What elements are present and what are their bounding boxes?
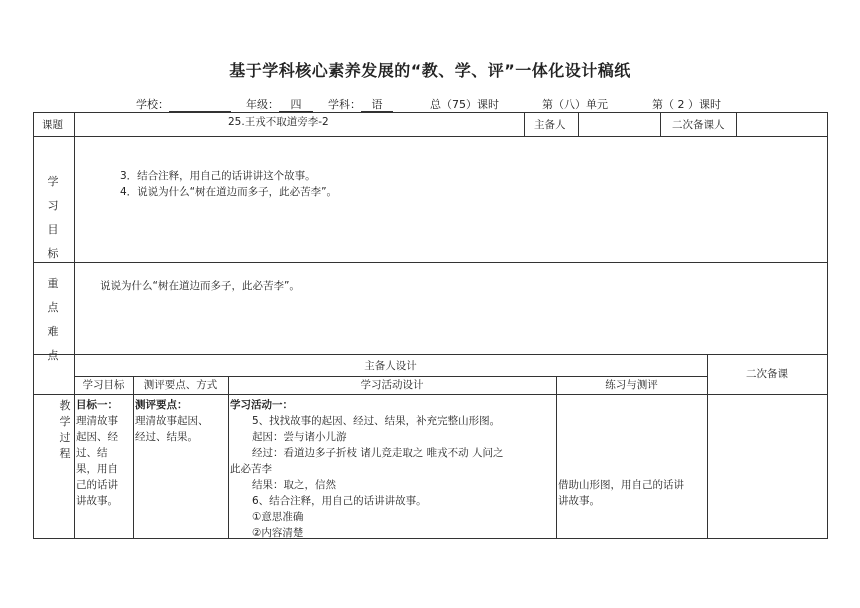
objectives-label: 学 习 目 标 bbox=[47, 175, 59, 260]
activity-line: ①意思准确 bbox=[252, 511, 304, 523]
process-label: 教 学 过 程 bbox=[59, 399, 71, 460]
unit-number: 第（八）单元 bbox=[542, 98, 608, 111]
grade-field bbox=[246, 96, 313, 112]
second-lesson-header: 二次备课 bbox=[746, 368, 788, 380]
goal-line: 果，用自 bbox=[76, 463, 118, 475]
eval-title: 测评要点： bbox=[135, 399, 188, 411]
goal-line: 过、结 bbox=[76, 447, 108, 459]
col-eval-header: 测评要点、方式 bbox=[143, 379, 218, 391]
topic-label: 课题 bbox=[42, 119, 63, 131]
col-practice-header: 练习与测评 bbox=[605, 379, 658, 391]
activity-line: ②内容清楚 bbox=[252, 527, 304, 539]
eval-line: 经过、结果。 bbox=[135, 431, 198, 443]
goal-line: 己的话讲 bbox=[76, 479, 118, 491]
subject-label: 学科： bbox=[328, 98, 361, 111]
practice-line: 讲故事。 bbox=[558, 495, 600, 507]
subject-field bbox=[328, 96, 393, 112]
school-blank bbox=[169, 99, 231, 112]
grade-label: 年级： bbox=[246, 98, 279, 111]
activity-line: 5、找找故事的起因、经过、结果，补充完整山形图。 bbox=[252, 415, 501, 427]
school-field bbox=[136, 96, 231, 112]
goal-line: 起因、经 bbox=[76, 431, 118, 443]
subject-value: 语 bbox=[361, 99, 393, 112]
practice-line: 借助山形图，用自己的话讲 bbox=[558, 479, 684, 491]
goal-title: 目标一： bbox=[76, 399, 118, 411]
second-preparer-label: 二次备课人 bbox=[672, 119, 725, 131]
total-lessons: 总（75）课时 bbox=[430, 98, 499, 111]
col-goal-header: 学习目标 bbox=[82, 379, 125, 391]
topic-value: 25.王戎不取道旁李-2 bbox=[228, 116, 329, 128]
design-header: 主备人设计 bbox=[364, 360, 417, 372]
eval-line: 理清故事起因、 bbox=[135, 415, 209, 427]
grade-value: 四 bbox=[279, 99, 313, 112]
school-label: 学校： bbox=[136, 98, 169, 111]
activity-line: 此必苦李 bbox=[230, 463, 272, 475]
objective-item: 3．结合注释，用自己的话讲讲这个故事。 bbox=[120, 170, 316, 182]
key-points-label: 重 点 难 点 bbox=[47, 277, 59, 362]
activity-title: 学习活动一： bbox=[230, 399, 293, 411]
activity-line: 起因：尝与诸小儿游 bbox=[252, 431, 347, 443]
activity-line: 6、结合注释，用自己的话讲讲故事。 bbox=[252, 495, 427, 507]
activity-line: 结果：取之，信然 bbox=[252, 479, 336, 491]
key-points-text: 说说为什么“树在道边而多子，此必苦李”。 bbox=[100, 280, 300, 292]
preparer-label: 主备人 bbox=[534, 119, 566, 131]
objective-item: 4．说说为什么“树在道边而多子，此必苦李”。 bbox=[120, 186, 338, 198]
activity-line: 经过：看道边多子折枝 诸儿竞走取之 唯戎不动 人问之 bbox=[252, 447, 504, 459]
lesson-number: 第（ 2 ）课时 bbox=[652, 98, 721, 111]
col-activity-header: 学习活动设计 bbox=[360, 379, 424, 391]
goal-line: 讲故事。 bbox=[76, 495, 118, 507]
goal-line: 理清故事 bbox=[76, 415, 118, 427]
page-title: 基于学科核心素养发展的“教、学、评”一体化设计稿纸 bbox=[229, 61, 631, 80]
